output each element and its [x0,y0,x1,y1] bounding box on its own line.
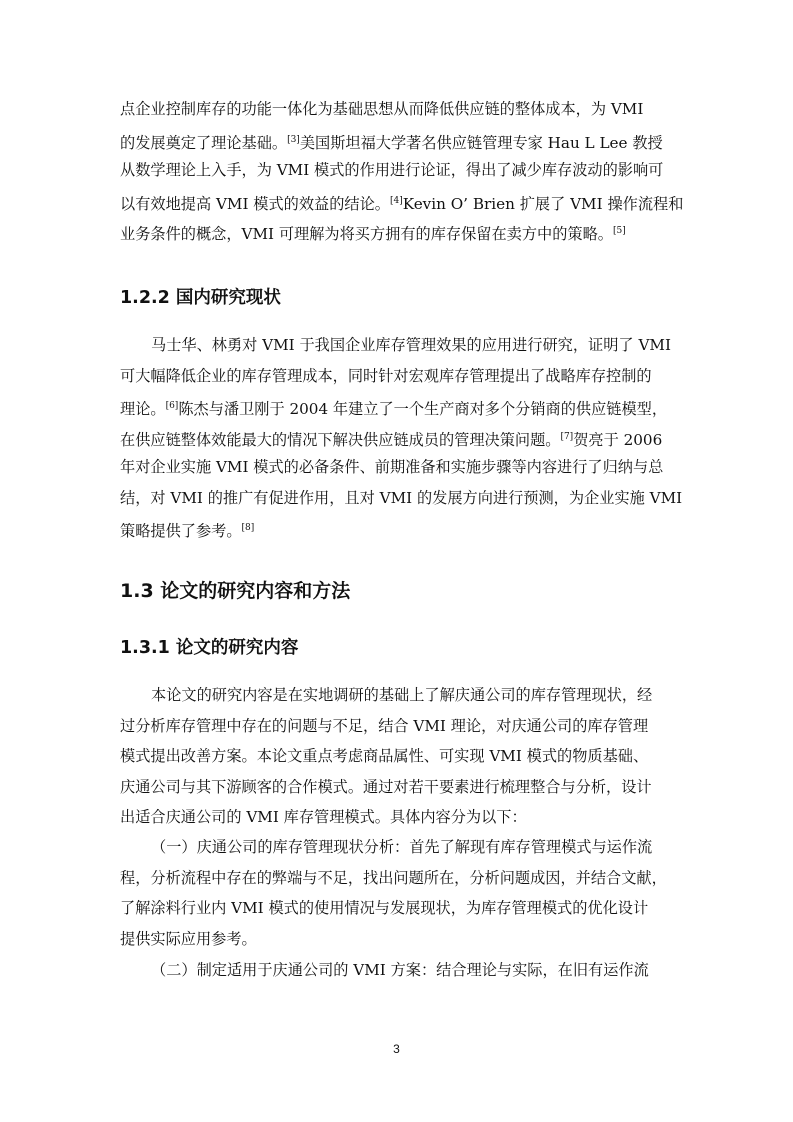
citation-marker: [6] [165,401,179,411]
citation-marker: [4] [390,195,403,206]
citation-marker: [8] [241,523,255,533]
text-line: 结，对 VMI 的推广有促进作用，且对 VMI 的发展方向进行预测，为企业实施 VMI [120,488,683,507]
text-line: 从数学理论上入手，为 VMI 模式的作用进行论证，得出了减少库存波动的影响可 [120,161,664,179]
text-line: 策略提供了参考。[8] [120,522,255,541]
text-line: （二）制定适用于庆通公司的 VMI 方案：结合理论与实际，在旧有运作流 [151,961,649,979]
text-line: 点企业控制库存的功能一体化为基础思想从而降低供应链的整体成本，为 VMI [120,100,644,118]
text-line: 在供应链整体效能最大的情况下解决供应链成员的管理决策问题。[7]贺亮于 2006 [120,430,663,449]
page-number: 3 [393,1042,400,1056]
section-heading-1-3: 1.3 论文的研究内容和方法 [120,580,351,602]
text-line: 理论。[6]陈杰与潘卫刚于 2004 年建立了一个生产商对多个分销商的供应链模型， [120,400,668,419]
section-heading-1-3-1: 1.3.1 论文的研究内容 [120,638,299,658]
text-line: 程，分析流程中存在的弊端与不足，找出问题所在，分析问题成因，并结合文献， [120,868,667,887]
citation-marker: [7] [560,431,574,442]
text-line: 出适合庆通公司的 VMI 库存管理模式。具体内容分为以下： [120,808,527,826]
content-item-1-paragraph [120,832,676,954]
text-line: 过分析库存管理中存在的问题与不足，结合 VMI 理论，对庆通公司的库存管理 [120,716,649,735]
research-content-paragraph [120,680,676,833]
text-line: 提供实际应用参考。 [120,929,257,948]
text-line: 业务条件的概念，VMI 可理解为将买方拥有的库存保留在卖方中的策略。[5] [120,225,626,244]
text-line: 年对企业实施 VMI 模式的必备条件、前期准备和实施步骤等内容进行了归纳与总 [120,458,664,476]
text-line: 马士华、林勇对 VMI 于我国企业库存管理效果的应用进行研究，证明了 VMI [151,336,671,354]
text-line: 模式提出改善方案。本论文重点考虑商品属性、可实现 VMI 模式的物质基础、 [120,747,649,765]
citation-marker: [5] [612,226,626,236]
content-item-2-paragraph [120,955,676,986]
section-heading-1-2-2: 1.2.2 国内研究现状 [120,288,281,308]
text-line: 可大幅降低企业的库存管理成本，同时针对宏观库存管理提出了战略库存控制的 [120,366,652,385]
citation-marker: [3] [287,134,300,145]
text-line: 的发展奠定了理论基础。[3]美国斯坦福大学著名供应链管理专家 Hau L Lee 教授 [120,133,663,152]
text-line: 庆通公司与其下游顾客的合作模式。通过对若干要素进行梳理整合与分析，设计 [120,777,652,796]
text-line: 以有效地提高 VMI 模式的效益的结论。[4]Kevin O’ Brien 扩展了 VMI 操作流程和 [120,194,684,213]
domestic-research-paragraph [120,330,683,544]
text-line: 了解涂料行业内 VMI 模式的使用情况与发展现状，为库存管理模式的优化设计 [120,899,649,917]
text-line: 本论文的研究内容是在实地调研的基础上了解庆通公司的库存管理现状，经 [151,686,653,704]
text-line: （一）庆通公司的库存管理现状分析：首先了解现有库存管理模式与运作流 [151,838,653,856]
intro-paragraph [120,94,684,247]
